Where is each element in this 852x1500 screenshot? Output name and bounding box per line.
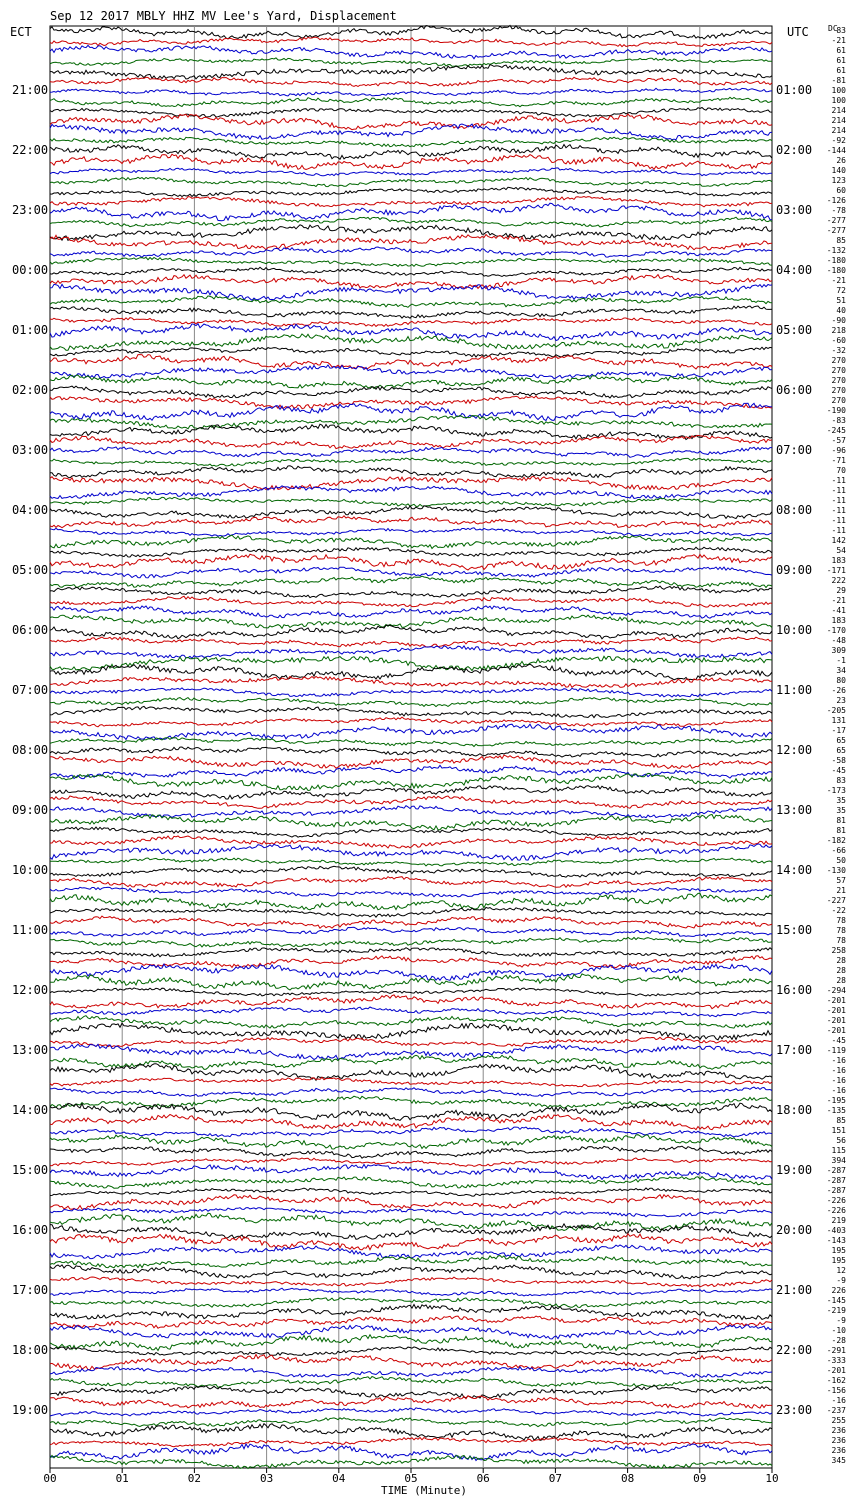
dc-offset-label: -156 xyxy=(826,1386,846,1395)
dc-offset-label: -226 xyxy=(826,1206,846,1215)
dc-offset-label: -16 xyxy=(831,1056,846,1065)
dc-offset-label: 85 xyxy=(836,236,846,245)
dc-offset-label: -201 xyxy=(826,1366,846,1375)
utc-hour-label: 07:00 xyxy=(776,443,813,457)
dc-offset-label: 61 xyxy=(836,66,846,75)
utc-hour-label: 05:00 xyxy=(776,323,813,337)
ect-hour-label: 13:00 xyxy=(12,1043,49,1057)
x-tick-label: 04 xyxy=(332,1472,346,1485)
dc-offset-label: 236 xyxy=(831,1426,846,1435)
dc-offset-label: -195 xyxy=(826,1096,846,1105)
dc-header: DC xyxy=(828,24,838,33)
ect-hour-label: 00:00 xyxy=(12,263,49,277)
dc-offset-label: 61 xyxy=(836,46,846,55)
ect-axis-label: ECT xyxy=(10,25,32,39)
dc-offset-label: -277 xyxy=(826,216,846,225)
ect-hour-label: 07:00 xyxy=(12,683,49,697)
ect-hour-label: 15:00 xyxy=(12,1163,49,1177)
dc-offset-label: 28 xyxy=(836,956,846,965)
dc-offset-label: 214 xyxy=(831,116,846,125)
dc-offset-label: 57 xyxy=(836,876,846,885)
dc-offset-label: -41 xyxy=(831,606,846,615)
dc-offset-label: -291 xyxy=(826,1346,846,1355)
dc-offset-label: -130 xyxy=(826,866,846,875)
dc-offset-label: 50 xyxy=(836,856,846,865)
dc-offset-label: -16 xyxy=(831,1086,846,1095)
dc-offset-label: 183 xyxy=(831,556,846,565)
dc-offset-label: -96 xyxy=(831,446,846,455)
dc-offset-label: 270 xyxy=(831,386,846,395)
dc-offset-label: 214 xyxy=(831,126,846,135)
dc-offset-label: -26 xyxy=(831,686,846,695)
dc-offset-label: 56 xyxy=(836,1136,846,1145)
dc-offset-label: -190 xyxy=(826,406,846,415)
dc-offset-label: 12 xyxy=(836,1266,846,1275)
dc-offset-label: 270 xyxy=(831,356,846,365)
utc-hour-label: 02:00 xyxy=(776,143,813,157)
dc-offset-label: 83 xyxy=(836,776,846,785)
x-tick-label: 10 xyxy=(765,1472,779,1485)
dc-offset-label: 23 xyxy=(836,696,846,705)
dc-offset-label: -333 xyxy=(826,1356,846,1365)
dc-offset-label: -71 xyxy=(831,456,846,465)
dc-offset-label: 219 xyxy=(831,1216,846,1225)
ect-hour-label: 12:00 xyxy=(12,983,49,997)
dc-offset-label: 236 xyxy=(831,1446,846,1455)
dc-offset-label: 78 xyxy=(836,926,846,935)
ect-hour-label: 18:00 xyxy=(12,1343,49,1357)
dc-offset-label: 78 xyxy=(836,936,846,945)
x-axis-label: TIME (Minute) xyxy=(380,1484,468,1497)
dc-offset-label: -58 xyxy=(831,756,846,765)
dc-offset-label: 81 xyxy=(836,816,846,825)
ect-hour-label: 09:00 xyxy=(12,803,49,817)
dc-offset-label: 255 xyxy=(831,1416,846,1425)
dc-offset-label: -60 xyxy=(831,336,846,345)
dc-offset-label: -180 xyxy=(826,266,846,275)
utc-hour-label: 13:00 xyxy=(776,803,813,817)
utc-hour-label: 12:00 xyxy=(776,743,813,757)
dc-offset-label: 183 xyxy=(831,616,846,625)
dc-offset-label: -57 xyxy=(831,436,846,445)
dc-offset-label: 60 xyxy=(836,186,846,195)
dc-offset-label: -11 xyxy=(831,486,846,495)
dc-offset-label: -403 xyxy=(826,1226,846,1235)
ect-hour-label: 22:00 xyxy=(12,143,49,157)
utc-hour-label: 06:00 xyxy=(776,383,813,397)
dc-offset-label: 81 xyxy=(836,826,846,835)
dc-offset-label: 28 xyxy=(836,976,846,985)
dc-offset-label: -92 xyxy=(831,136,846,145)
dc-offset-label: -83 xyxy=(831,416,846,425)
dc-offset-label: -287 xyxy=(826,1186,846,1195)
dc-offset-label: 34 xyxy=(836,666,846,675)
x-tick-label: 00 xyxy=(43,1472,57,1485)
dc-offset-label: -11 xyxy=(831,516,846,525)
dc-offset-label: 258 xyxy=(831,946,846,955)
dc-offset-label: -201 xyxy=(826,996,846,1005)
dc-offset-label: -287 xyxy=(826,1166,846,1175)
dc-offset-label: -48 xyxy=(831,636,846,645)
dc-offset-label: -162 xyxy=(826,1376,846,1385)
dc-offset-label: 140 xyxy=(831,166,846,175)
dc-offset-label: 270 xyxy=(831,366,846,375)
x-axis-ticks xyxy=(43,1468,778,1485)
dc-offset-label: 29 xyxy=(836,586,846,595)
dc-offset-label: -180 xyxy=(826,256,846,265)
dc-offset-label: 345 xyxy=(831,1456,846,1465)
utc-hour-label: 18:00 xyxy=(776,1103,813,1117)
dc-offset-label: -294 xyxy=(826,986,846,995)
utc-hour-label: 10:00 xyxy=(776,623,813,637)
dc-offset-label: -32 xyxy=(831,346,846,355)
dc-offset-label: -201 xyxy=(826,1006,846,1015)
dc-offset-label: 85 xyxy=(836,1116,846,1125)
dc-offset-label: 151 xyxy=(831,1126,846,1135)
dc-offset-label: -21 xyxy=(831,276,846,285)
x-tick-label: 01 xyxy=(115,1472,129,1485)
dc-offset-label: -135 xyxy=(826,1106,846,1115)
dc-offset-label: -145 xyxy=(826,1296,846,1305)
dc-offset-label: -45 xyxy=(831,1036,846,1045)
dc-offset-label: -9 xyxy=(836,1276,846,1285)
dc-offset-label: -11 xyxy=(831,496,846,505)
x-tick-label: 08 xyxy=(620,1472,635,1485)
dc-offset-label: -21 xyxy=(831,36,846,45)
utc-hour-label: 04:00 xyxy=(776,263,813,277)
dc-offset-label: 270 xyxy=(831,376,846,385)
utc-axis-label: UTC xyxy=(787,25,809,39)
dc-offset-label: 28 xyxy=(836,966,846,975)
dc-offset-label: -205 xyxy=(826,706,846,715)
utc-hour-label: 20:00 xyxy=(776,1223,813,1237)
dc-offset-label: -22 xyxy=(831,906,846,915)
utc-hour-label: 01:00 xyxy=(776,83,813,97)
chart-title: Sep 12 2017 MBLY HHZ MV Lee's Yard, Displacement xyxy=(50,9,397,23)
utc-hour-label: 16:00 xyxy=(776,983,813,997)
dc-offset-label: -11 xyxy=(831,526,846,535)
dc-offset-label: 218 xyxy=(831,326,846,335)
ect-hour-label: 02:00 xyxy=(12,383,49,397)
dc-offset-label: 80 xyxy=(836,676,846,685)
dc-offset-label: 123 xyxy=(831,176,846,185)
dc-offset-label: 51 xyxy=(836,296,846,305)
utc-hour-label: 15:00 xyxy=(776,923,813,937)
dc-offset-label: -81 xyxy=(831,76,846,85)
dc-offset-label: -11 xyxy=(831,506,846,515)
dc-offset-label: 65 xyxy=(836,736,846,745)
dc-offset-label: -287 xyxy=(826,1176,846,1185)
ect-hour-label: 17:00 xyxy=(12,1283,49,1297)
dc-offset-label: 26 xyxy=(836,156,846,165)
dc-offset-label: -45 xyxy=(831,766,846,775)
ect-hour-label: 08:00 xyxy=(12,743,49,757)
ect-hour-labels xyxy=(12,83,48,1417)
dc-offset-label: 78 xyxy=(836,916,846,925)
dc-offset-label: -126 xyxy=(826,196,846,205)
dc-offset-label: 100 xyxy=(831,86,846,95)
dc-offset-label: 195 xyxy=(831,1256,846,1265)
dc-offset-label: 70 xyxy=(836,466,846,475)
ect-hour-label: 05:00 xyxy=(12,563,49,577)
dc-offset-label: -144 xyxy=(826,146,846,155)
ect-hour-label: 03:00 xyxy=(12,443,49,457)
dc-offset-label: 195 xyxy=(831,1246,846,1255)
utc-hour-label: 22:00 xyxy=(776,1343,813,1357)
dc-offset-label: -173 xyxy=(826,786,846,795)
ect-hour-label: 01:00 xyxy=(12,323,49,337)
dc-offset-label: -171 xyxy=(826,566,846,575)
dc-offset-label: 226 xyxy=(831,1286,846,1295)
dc-offset-label: -170 xyxy=(826,626,846,635)
dc-offset-label: -219 xyxy=(826,1306,846,1315)
dc-offset-label: -9 xyxy=(836,1316,846,1325)
utc-hour-label: 09:00 xyxy=(776,563,813,577)
dc-offset-label: 236 xyxy=(831,1436,846,1445)
dc-offset-label: -16 xyxy=(831,1396,846,1405)
dc-offset-label: -119 xyxy=(826,1046,846,1055)
dc-offset-label: 214 xyxy=(831,106,846,115)
utc-hour-label: 11:00 xyxy=(776,683,813,697)
ect-hour-label: 16:00 xyxy=(12,1223,49,1237)
dc-offset-label: 40 xyxy=(836,306,846,315)
dc-offset-label: 100 xyxy=(831,96,846,105)
ect-hour-label: 14:00 xyxy=(12,1103,49,1117)
utc-hour-label: 17:00 xyxy=(776,1043,813,1057)
dc-offset-label: -66 xyxy=(831,846,846,855)
x-tick-label: 06 xyxy=(476,1472,490,1485)
x-tick-label: 03 xyxy=(259,1472,274,1485)
utc-hour-label: 23:00 xyxy=(776,1403,813,1417)
x-tick-label: 02 xyxy=(187,1472,202,1485)
dc-offset-label: -182 xyxy=(826,836,846,845)
dc-offset-label: -227 xyxy=(826,896,846,905)
ect-hour-label: 06:00 xyxy=(12,623,49,637)
dc-offset-label: -237 xyxy=(826,1406,846,1415)
dc-offset-label: 54 xyxy=(836,546,846,555)
dc-offset-label: -201 xyxy=(826,1016,846,1025)
dc-offset-label: -277 xyxy=(826,226,846,235)
dc-offset-label: -10 xyxy=(831,1326,846,1335)
dc-offset-label: -132 xyxy=(826,246,846,255)
dc-offset-label: 142 xyxy=(831,536,846,545)
dc-offset-label: 35 xyxy=(836,806,846,815)
x-tick-label: 07 xyxy=(548,1472,563,1485)
dc-offset-label: 35 xyxy=(836,796,846,805)
dc-offset-label: -21 xyxy=(831,596,846,605)
ect-hour-label: 11:00 xyxy=(12,923,49,937)
dc-offset-label: 394 xyxy=(831,1156,846,1165)
utc-hour-label: 19:00 xyxy=(776,1163,813,1177)
dc-offset-label: 270 xyxy=(831,396,846,405)
dc-offset-label: -16 xyxy=(831,1066,846,1075)
dc-offset-label: 65 xyxy=(836,746,846,755)
dc-offset-label: -226 xyxy=(826,1196,846,1205)
dc-offset-label: 115 xyxy=(831,1146,846,1155)
utc-hour-label: 14:00 xyxy=(776,863,813,877)
dc-offset-labels xyxy=(827,26,846,1465)
utc-hour-label: 08:00 xyxy=(776,503,813,517)
dc-offset-label: 309 xyxy=(831,646,846,655)
dc-offset-label: 222 xyxy=(831,576,846,585)
dc-offset-label: -16 xyxy=(831,1076,846,1085)
dc-offset-label: -17 xyxy=(831,726,846,735)
ect-hour-label: 19:00 xyxy=(12,1403,49,1417)
dc-offset-label: -78 xyxy=(831,206,846,215)
dc-offset-label: 83 xyxy=(836,26,846,35)
ect-hour-label: 21:00 xyxy=(12,83,49,97)
dc-offset-label: -11 xyxy=(831,476,846,485)
dc-offset-label: -1 xyxy=(836,656,846,665)
dc-offset-label: 61 xyxy=(836,56,846,65)
dc-offset-label: 72 xyxy=(836,286,846,295)
utc-hour-label: 03:00 xyxy=(776,203,813,217)
utc-hour-label: 21:00 xyxy=(776,1283,813,1297)
utc-hour-labels xyxy=(776,83,812,1417)
dc-offset-label: -90 xyxy=(831,316,846,325)
ect-hour-label: 23:00 xyxy=(12,203,49,217)
x-tick-label: 05 xyxy=(404,1472,418,1485)
dc-offset-label: 21 xyxy=(836,886,846,895)
dc-offset-label: -28 xyxy=(831,1336,846,1345)
x-tick-label: 09 xyxy=(693,1472,707,1485)
dc-offset-label: -143 xyxy=(826,1236,846,1245)
dc-offset-label: -245 xyxy=(826,426,846,435)
ect-hour-label: 10:00 xyxy=(12,863,49,877)
dc-offset-label: 131 xyxy=(831,716,846,725)
ect-hour-label: 04:00 xyxy=(12,503,49,517)
dc-offset-label: -201 xyxy=(826,1026,846,1035)
